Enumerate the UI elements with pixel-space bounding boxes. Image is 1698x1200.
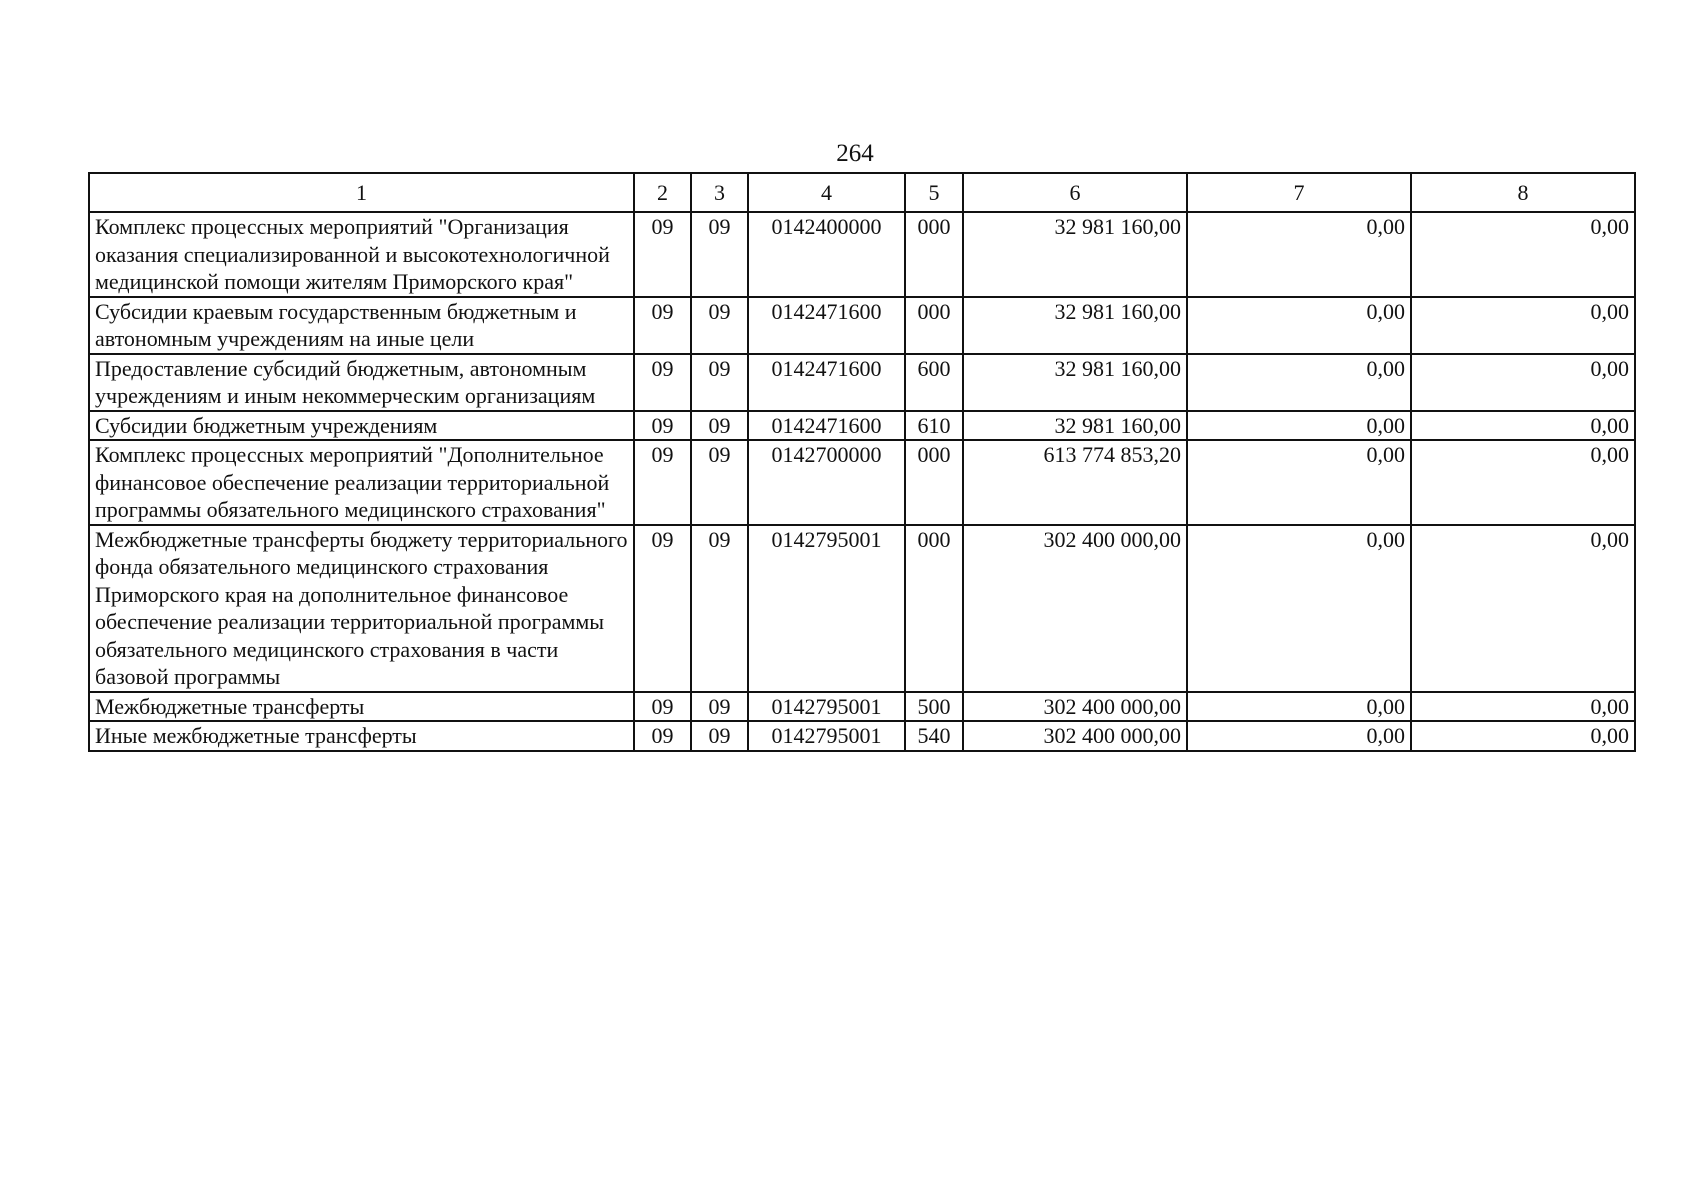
row-code-expense-type: 500 [905,692,963,722]
row-code-target: 0142400000 [748,212,905,297]
row-name: Комплекс процессных мероприятий "Организация оказания специализированной и высокотехнологичной медицинской помощи жителям Приморского края" [89,212,634,297]
row-name: Субсидии краевым государственным бюджетным и автономным учреждениям на иные цели [89,297,634,354]
row-name: Предоставление субсидий бюджетным, автономным учреждениям и иным некоммерческим организациям [89,354,634,411]
row-name: Межбюджетные трансферты бюджету территориального фонда обязательного медицинского страхования Приморского края на дополнительное финансовое обеспечение реализации территориальной программы обязательного медицинского страхования в части базовой программы [89,525,634,692]
table-row [89,411,1635,441]
row-code-subsection: 09 [691,212,748,297]
row-code-section: 09 [634,212,691,297]
row-code-subsection: 09 [691,297,748,354]
column-header: 3 [691,173,748,212]
table-row [89,721,1635,751]
page-number: 264 [836,140,874,167]
row-amount-col6: 32 981 160,00 [963,354,1187,411]
row-amount-col8: 0,00 [1411,297,1635,354]
row-code-subsection: 09 [691,692,748,722]
row-code-section: 09 [634,411,691,441]
column-header: 7 [1187,173,1411,212]
table-row [89,212,1635,297]
row-code-subsection: 09 [691,411,748,441]
row-amount-col7: 0,00 [1187,354,1411,411]
row-code-subsection: 09 [691,721,748,751]
row-amount-col8: 0,00 [1411,212,1635,297]
row-code-section: 09 [634,297,691,354]
column-header: 1 [89,173,634,212]
row-code-section: 09 [634,721,691,751]
row-amount-col7: 0,00 [1187,525,1411,692]
row-amount-col8: 0,00 [1411,411,1635,441]
row-code-expense-type: 000 [905,212,963,297]
row-amount-col6: 302 400 000,00 [963,525,1187,692]
row-amount-col8: 0,00 [1411,525,1635,692]
row-code-target: 0142471600 [748,297,905,354]
row-amount-col8: 0,00 [1411,440,1635,525]
row-code-expense-type: 540 [905,721,963,751]
row-amount-col6: 302 400 000,00 [963,692,1187,722]
row-amount-col6: 32 981 160,00 [963,212,1187,297]
row-amount-col7: 0,00 [1187,692,1411,722]
row-code-subsection: 09 [691,354,748,411]
row-name: Комплекс процессных мероприятий "Дополнительное финансовое обеспечение реализации территориальной программы обязательного медицинского страхования" [89,440,634,525]
column-header: 2 [634,173,691,212]
column-header: 5 [905,173,963,212]
row-amount-col8: 0,00 [1411,692,1635,722]
row-code-target: 0142795001 [748,525,905,692]
row-code-subsection: 09 [691,525,748,692]
row-amount-col6: 302 400 000,00 [963,721,1187,751]
row-code-expense-type: 000 [905,525,963,692]
column-header: 6 [963,173,1187,212]
row-code-expense-type: 610 [905,411,963,441]
column-header: 4 [748,173,905,212]
row-name: Иные межбюджетные трансферты [89,721,634,751]
row-amount-col7: 0,00 [1187,411,1411,441]
row-code-target: 0142795001 [748,692,905,722]
row-amount-col8: 0,00 [1411,721,1635,751]
table-row [89,297,1635,354]
row-code-section: 09 [634,440,691,525]
row-amount-col6: 613 774 853,20 [963,440,1187,525]
row-code-subsection: 09 [691,440,748,525]
row-amount-col8: 0,00 [1411,354,1635,411]
table-row [89,525,1635,692]
row-code-expense-type: 000 [905,440,963,525]
row-name: Межбюджетные трансферты [89,692,634,722]
row-code-section: 09 [634,692,691,722]
row-code-target: 0142471600 [748,354,905,411]
row-code-section: 09 [634,525,691,692]
row-amount-col7: 0,00 [1187,212,1411,297]
row-amount-col7: 0,00 [1187,297,1411,354]
row-code-expense-type: 000 [905,297,963,354]
budget-table [88,172,1636,752]
row-amount-col7: 0,00 [1187,440,1411,525]
row-amount-col7: 0,00 [1187,721,1411,751]
row-code-expense-type: 600 [905,354,963,411]
table-row [89,692,1635,722]
row-code-target: 0142471600 [748,411,905,441]
row-code-target: 0142795001 [748,721,905,751]
header-row [89,173,1635,212]
table-row [89,440,1635,525]
row-amount-col6: 32 981 160,00 [963,297,1187,354]
column-header: 8 [1411,173,1635,212]
row-amount-col6: 32 981 160,00 [963,411,1187,441]
row-code-target: 0142700000 [748,440,905,525]
table-row [89,354,1635,411]
row-name: Субсидии бюджетным учреждениям [89,411,634,441]
row-code-section: 09 [634,354,691,411]
